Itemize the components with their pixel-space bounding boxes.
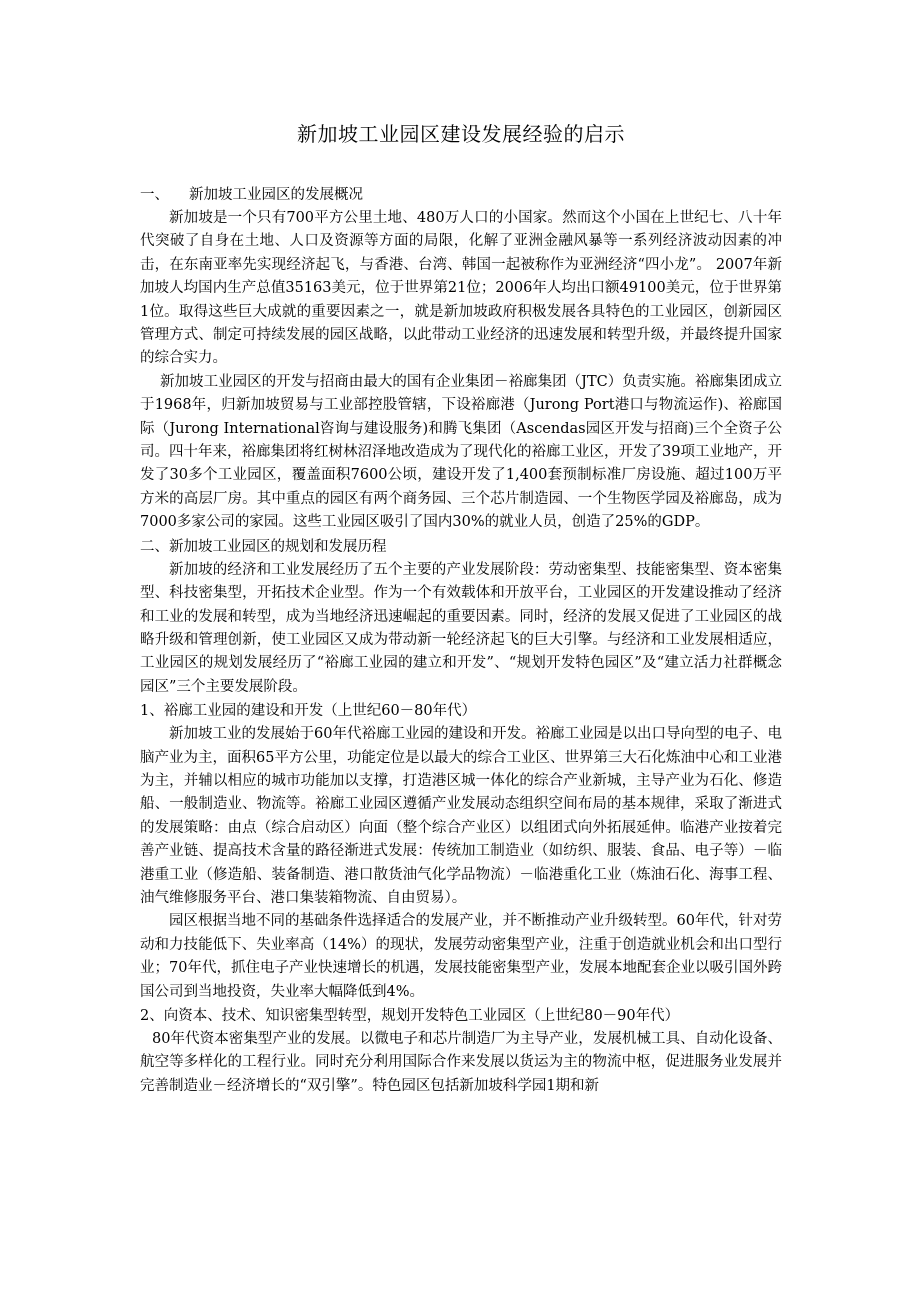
- section-1-number: 一、: [140, 187, 169, 203]
- document-page: [140, 0, 782, 1098]
- subsection-1-paragraph-2: 园区根据当地不同的基础条件选择适合的发展产业，并不断推动产业升级转型。60年代，针对劳动和力技能低下、失业率高（14%）的现状，发展劳动密集型产业，注重于创造就业机会和出口型行业；70年代，抓住电子产业快速增长的机遇，发展技能密集型产业，发展本地配套企业以吸引国外跨国公司到当地投资，失业率大幅降低到4%。: [140, 913, 782, 1000]
- section-1-paragraph-1: 新加坡是一个只有700平方公里土地、480万人口的小国家。然而这个小国在上世纪七、八十年代突破了自身在土地、人口及资源等方面的局限，化解了亚洲金融风暴等一系列经济波动因素的冲击，在东南亚率先实现经济起飞，与香港、台湾、韩国一起被称作为亚洲经济“四小龙”。 2007年新加坡人均国内生产总值35163美元，位于世界第21位；2006年人均出口额49100美元，位于世界第1位。取得这些巨大成就的重要因素之一，就是新加坡政府积极发展各具特色的工业园区，创新园区管理方式、制定可持续发展的园区战略，以此带动工业经济的迅速发展和转型升级，并最终提升国家的综合实力。: [140, 210, 782, 367]
- section-1-heading: [140, 183, 782, 207]
- subsection-2-paragraph-1: 80年代资本密集型产业的发展。以微电子和芯片制造厂为主导产业，发展机械工具、自动化设备、航空等多样化的工程行业。同时充分利用国际合作来发展以货运为主的物流中枢，促进服务业发展并完善制造业－经济增长的“双引擎”。特色园区包括新加坡科学园1期和新: [140, 1031, 782, 1094]
- subsection-1-paragraph-1: 新加坡工业的发展始于60年代裕廊工业园的建设和开发。裕廊工业园是以出口导向型的电子、电脑产业为主，面积65平方公里，功能定位是以最大的综合工业区、世界第三大石化炼油中心和工业港为主，并辅以相应的城市功能加以支撑，打造港区城一体化的综合产业新城，主导产业为石化、修造船、一般制造业、物流等。裕廊工业园区遵循产业发展动态组织空间布局的基本规律，采取了渐进式的发展策略：由点（综合启动区）向面（整个综合产业区）以组团式向外拓展延伸。临港产业按着完善产业链、提高技术含量的路径渐进式发展：传统加工制造业（如纺织、服装、食品、电子等）－临港重工业（修造船、装备制造、港口散货油气化学品物流）－临港重化工业（炼油石化、海事工程、油气维修服务平台、港口集装箱物流、自由贸易）。: [140, 726, 782, 906]
- section-2-paragraph-1: 新加坡的经济和工业发展经历了五个主要的产业发展阶段：劳动密集型、技能密集型、资本密集型、科技密集型，开拓技术企业型。作为一个有效载体和开放平台，工业园区的开发建设推动了经济和工业的发展和转型，成为当地经济迅速崛起的重要因素。同时，经济的发展又促进了工业园区的战略升级和管理创新，使工业园区又成为带动新一轮经济起飞的巨大引擎。与经济和工业发展相适应，工业园区的规划发展经历了“裕廊工业园的建立和开发”、“规划开发特色园区”及“建立活力社群概念园区”三个主要发展阶段。: [140, 561, 782, 695]
- document-body: [140, 183, 782, 1098]
- document-title: 新加坡工业园区建设发展经验的启示: [297, 122, 625, 146]
- subsection-2-heading: 2、向资本、技术、知识密集型转型，规划开发特色工业园区（上世纪80－90年代）: [140, 1008, 680, 1024]
- section-1-title: 新加坡工业园区的发展概况: [189, 187, 363, 203]
- section-2-heading: 二、新加坡工业园区的规划和发展历程: [140, 538, 387, 555]
- subsection-1-heading: 1、裕廊工业园的建设和开发（上世纪60－80年代）: [140, 703, 477, 720]
- section-1-paragraph-2: 新加坡工业园区的开发与招商由最大的国有企业集团－裕廊集团（JTC）负责实施。裕廊集团成立于1968年，归新加坡贸易与工业部控股管辖，下设裕廊港（Jurong Port港口与物流运作)、裕廊国际（Jurong International咨询与建设服务)和腾飞集团（Ascendas园区开发与招商)三个全资子公司。四十年来，裕廊集团将红树林沼泽地改造成为了现代化的裕廊工业区，开发了39项工业地产，开发了30多个工业园区，覆盖面积7600公顷，建设开发了1,400套预制标准厂房设施、超过100万平方米的高层厂房。其中重点的园区有两个商务园、三个芯片制造园、一个生物医学园及裕廊岛，成为7000多家公司的家园。这些工业园区吸引了国内30%的就业人员，创造了25%的GDP。: [140, 373, 782, 531]
